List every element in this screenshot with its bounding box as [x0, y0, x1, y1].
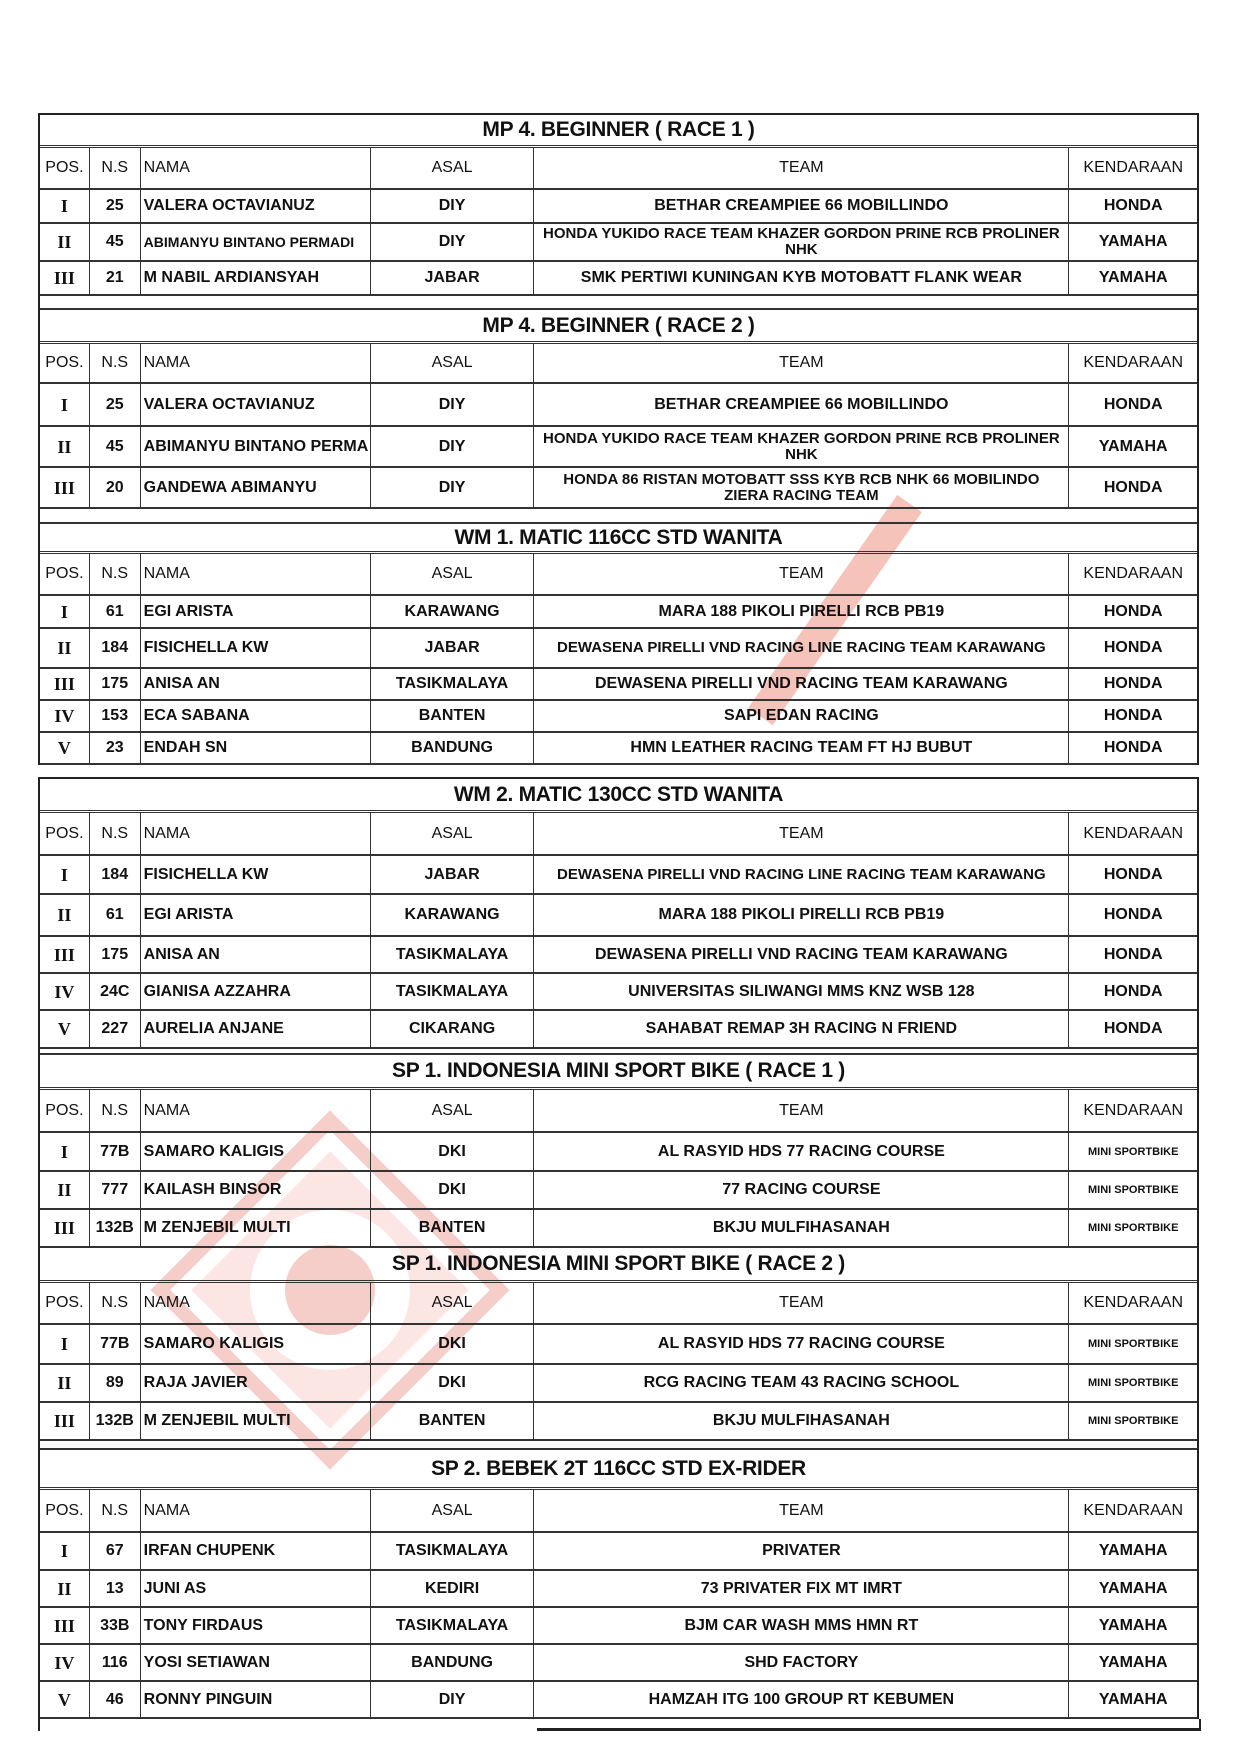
- cell-asal: DIY: [371, 427, 534, 466]
- results-sheet: [38, 113, 1199, 1731]
- cell-asal: BANDUNG: [371, 1645, 534, 1680]
- cell-pos: III: [40, 262, 90, 294]
- cell-ns: 77B: [90, 1325, 141, 1363]
- cell-kendaraan: MINI SPORTBIKE: [1087, 1377, 1179, 1389]
- cell-kendaraan: HONDA: [1103, 478, 1163, 496]
- cell-pos: III: [40, 1608, 90, 1643]
- cell-asal: TASIKMALAYA: [371, 974, 534, 1009]
- cell-kendaraan: HONDA: [1103, 395, 1163, 413]
- header-pos: POS.: [40, 554, 90, 594]
- cell-kendaraan: HONDA: [1103, 707, 1163, 724]
- header-ns: N.S: [90, 554, 141, 594]
- cell-asal: BANTEN: [371, 701, 534, 731]
- cell-pos: II: [40, 1365, 90, 1401]
- cell-kendaraan: YAMAHA: [1098, 1616, 1168, 1634]
- cell-kendaraan: YAMAHA: [1098, 233, 1168, 250]
- cell-pos: V: [40, 1682, 90, 1717]
- header-row: [40, 1283, 1197, 1325]
- cell-kendaraan: YAMAHA: [1098, 1690, 1168, 1708]
- header-kendaraan: KENDARAAN: [1083, 1294, 1183, 1311]
- cell-nama: SAMARO KALIGIS: [141, 1133, 371, 1170]
- cell-asal: DIY: [371, 384, 534, 425]
- cell-team: HMN LEATHER RACING TEAM FT HJ BUBUT: [534, 733, 1069, 763]
- cell-asal: JABAR: [371, 856, 534, 893]
- cell-pos: V: [40, 1011, 90, 1047]
- cell-pos: II: [40, 427, 90, 466]
- cell-team: DEWASENA PIRELLI VND RACING TEAM KARAWANG: [534, 937, 1069, 972]
- header-team: TEAM: [534, 148, 1069, 188]
- cell-kendaraan: MINI SPORTBIKE: [1087, 1184, 1179, 1196]
- cell-team: HONDA 86 RISTAN MOTOBATT SSS KYB RCB NHK 66 MOBILINDO ZIERA RACING TEAM: [534, 468, 1069, 507]
- table-row: [40, 596, 1197, 629]
- header-ns: N.S: [90, 813, 141, 854]
- cell-asal: CIKARANG: [371, 1011, 534, 1047]
- table-row: [40, 1571, 1197, 1608]
- section-spacer: [40, 296, 1197, 310]
- section-title: SP 1. INDONESIA MINI SPORT BIKE ( RACE 2 ): [40, 1248, 1197, 1283]
- results-table: [38, 777, 1199, 1719]
- cell-nama: M ZENJEBIL MULTI: [141, 1210, 371, 1246]
- cell-ns: 132B: [90, 1403, 141, 1439]
- section-title: WM 1. MATIC 116CC STD WANITA: [40, 524, 1197, 554]
- cell-ns: 61: [90, 596, 141, 627]
- header-pos: POS.: [40, 1490, 90, 1531]
- cell-pos: III: [40, 937, 90, 972]
- header-ns: N.S: [90, 1090, 141, 1131]
- cell-kendaraan: MINI SPORTBIKE: [1087, 1415, 1179, 1427]
- header-asal: ASAL: [371, 148, 534, 188]
- cell-kendaraan: YAMAHA: [1098, 1579, 1168, 1597]
- cell-pos: III: [40, 1210, 90, 1246]
- cell-team: BKJU MULFIHASANAH: [534, 1210, 1069, 1246]
- cell-team: MARA 188 PIKOLI PIRELLI RCB PB19: [534, 596, 1069, 627]
- cell-pos: III: [40, 669, 90, 699]
- table-row: [40, 856, 1197, 895]
- cell-pos: I: [40, 1533, 90, 1569]
- cell-team: SHD FACTORY: [534, 1645, 1069, 1680]
- section-gap: [38, 765, 1199, 777]
- cell-kendaraan: YAMAHA: [1098, 269, 1168, 286]
- header-ns: N.S: [90, 1283, 141, 1323]
- header-asal: ASAL: [371, 1090, 534, 1131]
- cell-pos: II: [40, 629, 90, 667]
- header-row: [40, 813, 1197, 856]
- cell-nama: ABIMANYU BINTANO PERMADI: [141, 224, 371, 260]
- header-team: TEAM: [534, 813, 1069, 854]
- cell-kendaraan: YAMAHA: [1098, 1542, 1168, 1559]
- cell-team: AL RASYID HDS 77 RACING COURSE: [534, 1133, 1069, 1170]
- header-kendaraan: KENDARAAN: [1083, 1501, 1183, 1519]
- cell-asal: TASIKMALAYA: [371, 1608, 534, 1643]
- cell-asal: DIY: [371, 1682, 534, 1717]
- table-row: [40, 1365, 1197, 1403]
- cell-asal: KARAWANG: [371, 596, 534, 627]
- table-row: [40, 1133, 1197, 1172]
- cell-pos: IV: [40, 701, 90, 731]
- cell-team: SAHABAT REMAP 3H RACING N FRIEND: [534, 1011, 1069, 1047]
- cell-team: UNIVERSITAS SILIWANGI MMS KNZ WSB 128: [534, 974, 1069, 1009]
- header-asal: ASAL: [371, 813, 534, 854]
- header-asal: ASAL: [371, 1490, 534, 1531]
- cell-nama: RONNY PINGUIN: [141, 1682, 371, 1717]
- cell-nama: AURELIA ANJANE: [141, 1011, 371, 1047]
- cell-ns: 89: [90, 1365, 141, 1401]
- table-row: [40, 974, 1197, 1011]
- table-row: [40, 1608, 1197, 1645]
- table-row: [40, 895, 1197, 937]
- cell-nama: YOSI SETIAWAN: [141, 1645, 371, 1680]
- header-ns: N.S: [90, 1490, 141, 1531]
- cell-team: SAPI EDAN RACING: [534, 701, 1069, 731]
- table-row: [40, 427, 1197, 468]
- cell-nama: FISICHELLA KW: [141, 856, 371, 893]
- cell-nama: TONY FIRDAUS: [141, 1608, 371, 1643]
- cell-team: BETHAR CREAMPIEE 66 MOBILLINDO: [534, 384, 1069, 425]
- table-row: [40, 629, 1197, 669]
- cell-ns: 175: [90, 669, 141, 699]
- cell-nama: FISICHELLA KW: [141, 629, 371, 667]
- cell-asal: KEDIRI: [371, 1571, 534, 1606]
- cell-kendaraan: HONDA: [1103, 906, 1163, 923]
- header-kendaraan: KENDARAAN: [1083, 565, 1183, 582]
- cell-ns: 175: [90, 937, 141, 972]
- header-nama: NAMA: [141, 148, 371, 188]
- header-pos: POS.: [40, 344, 90, 382]
- cell-asal: BANTEN: [371, 1210, 534, 1246]
- cell-asal: DIY: [371, 224, 534, 260]
- table-row: [40, 1533, 1197, 1571]
- cell-ns: 184: [90, 629, 141, 667]
- cell-kendaraan: HONDA: [1103, 602, 1163, 620]
- cell-pos: II: [40, 1172, 90, 1208]
- cell-ns: 24C: [90, 974, 141, 1009]
- tail-line: [537, 1728, 1201, 1731]
- cell-pos: I: [40, 1325, 90, 1363]
- header-kendaraan: KENDARAAN: [1083, 1101, 1183, 1119]
- cell-nama: VALERA OCTAVIANUZ: [141, 384, 371, 425]
- cell-team: HAMZAH ITG 100 GROUP RT KEBUMEN: [534, 1682, 1069, 1717]
- header-nama: NAMA: [141, 813, 371, 854]
- header-pos: POS.: [40, 1283, 90, 1323]
- cell-nama: M NABIL ARDIANSYAH: [141, 262, 371, 294]
- table-row: [40, 937, 1197, 974]
- cell-ns: 25: [90, 190, 141, 222]
- header-kendaraan: KENDARAAN: [1083, 354, 1183, 371]
- cell-asal: DKI: [371, 1325, 534, 1363]
- cell-asal: DKI: [371, 1365, 534, 1401]
- cell-kendaraan: HONDA: [1103, 982, 1163, 1000]
- cell-ns: 184: [90, 856, 141, 893]
- header-row: [40, 344, 1197, 384]
- cell-asal: TASIKMALAYA: [371, 669, 534, 699]
- header-asal: ASAL: [371, 1283, 534, 1323]
- cell-nama: GANDEWA ABIMANYU: [141, 468, 371, 507]
- cell-team: BKJU MULFIHASANAH: [534, 1403, 1069, 1439]
- cell-team: RCG RACING TEAM 43 RACING SCHOOL: [534, 1365, 1069, 1401]
- cell-ns: 21: [90, 262, 141, 294]
- cell-kendaraan: MINI SPORTBIKE: [1087, 1338, 1179, 1350]
- cell-team: BETHAR CREAMPIEE 66 MOBILLINDO: [534, 190, 1069, 222]
- table-row: [40, 224, 1197, 262]
- cell-pos: II: [40, 1571, 90, 1606]
- results-table: [38, 113, 1199, 765]
- cell-ns: 132B: [90, 1210, 141, 1246]
- cell-ns: 33B: [90, 1608, 141, 1643]
- table-row: [40, 669, 1197, 701]
- cell-nama: GIANISA AZZAHRA: [141, 974, 371, 1009]
- header-nama: NAMA: [141, 1090, 371, 1131]
- cell-ns: 45: [90, 427, 141, 466]
- cell-team: AL RASYID HDS 77 RACING COURSE: [534, 1325, 1069, 1363]
- section-title: SP 2. BEBEK 2T 116CC STD EX-RIDER: [40, 1450, 1197, 1490]
- header-nama: NAMA: [141, 1490, 371, 1531]
- cell-asal: BANDUNG: [371, 733, 534, 763]
- cell-team: SMK PERTIWI KUNINGAN KYB MOTOBATT FLANK WEAR: [534, 262, 1069, 294]
- cell-team: PRIVATER: [534, 1533, 1069, 1569]
- cell-asal: DKI: [371, 1133, 534, 1170]
- header-team: TEAM: [534, 344, 1069, 382]
- cell-nama: ECA SABANA: [141, 701, 371, 731]
- cell-ns: 116: [90, 1645, 141, 1680]
- table-row: [40, 190, 1197, 224]
- tail-edge: [1199, 1719, 1201, 1731]
- cell-asal: JABAR: [371, 629, 534, 667]
- section-title: SP 1. INDONESIA MINI SPORT BIKE ( RACE 1 ): [40, 1055, 1197, 1090]
- header-row: [40, 554, 1197, 596]
- section-title: MP 4. BEGINNER ( RACE 2 ): [40, 310, 1197, 344]
- header-nama: NAMA: [141, 344, 371, 382]
- header-team: TEAM: [534, 1090, 1069, 1131]
- cell-asal: DIY: [371, 190, 534, 222]
- cell-team: HONDA YUKIDO RACE TEAM KHAZER GORDON PRINE RCB PROLINER NHK: [534, 224, 1069, 260]
- header-team: TEAM: [534, 1283, 1069, 1323]
- cell-kendaraan: HONDA: [1103, 865, 1163, 883]
- table-row: [40, 384, 1197, 427]
- header-kendaraan: KENDARAAN: [1083, 824, 1183, 842]
- cell-nama: M ZENJEBIL MULTI: [141, 1403, 371, 1439]
- header-row: [40, 1090, 1197, 1133]
- cell-nama: RAJA JAVIER: [141, 1365, 371, 1401]
- section-spacer: [40, 1441, 1197, 1450]
- cell-kendaraan: HONDA: [1103, 675, 1163, 692]
- cell-nama: IRFAN CHUPENK: [141, 1533, 371, 1569]
- cell-asal: DKI: [371, 1172, 534, 1208]
- table-row: [40, 1172, 1197, 1210]
- cell-ns: 777: [90, 1172, 141, 1208]
- cell-pos: III: [40, 1403, 90, 1439]
- cell-pos: IV: [40, 1645, 90, 1680]
- header-row: [40, 148, 1197, 190]
- cell-ns: 227: [90, 1011, 141, 1047]
- cell-asal: TASIKMALAYA: [371, 1533, 534, 1569]
- table-row: [40, 701, 1197, 733]
- cell-team: DEWASENA PIRELLI VND RACING LINE RACING TEAM KARAWANG: [534, 629, 1069, 667]
- cell-ns: 61: [90, 895, 141, 935]
- cell-team: MARA 188 PIKOLI PIRELLI RCB PB19: [534, 895, 1069, 935]
- header-nama: NAMA: [141, 1283, 371, 1323]
- cell-nama: EGI ARISTA: [141, 596, 371, 627]
- header-pos: POS.: [40, 813, 90, 854]
- cell-asal: BANTEN: [371, 1403, 534, 1439]
- cell-pos: I: [40, 856, 90, 893]
- cell-nama: JUNI AS: [141, 1571, 371, 1606]
- table-tail: [38, 1719, 1199, 1731]
- header-ns: N.S: [90, 148, 141, 188]
- cell-pos: I: [40, 1133, 90, 1170]
- table-row: [40, 262, 1197, 296]
- cell-ns: 77B: [90, 1133, 141, 1170]
- cell-team: DEWASENA PIRELLI VND RACING LINE RACING TEAM KARAWANG: [534, 856, 1069, 893]
- cell-asal: JABAR: [371, 262, 534, 294]
- table-row: [40, 1645, 1197, 1682]
- cell-kendaraan: YAMAHA: [1098, 437, 1168, 455]
- cell-kendaraan: YAMAHA: [1098, 1653, 1168, 1671]
- header-nama: NAMA: [141, 554, 371, 594]
- cell-team: BJM CAR WASH MMS HMN RT: [534, 1608, 1069, 1643]
- section-spacer: [40, 509, 1197, 524]
- table-row: [40, 1011, 1197, 1049]
- cell-ns: 13: [90, 1571, 141, 1606]
- table-row: [40, 468, 1197, 509]
- cell-nama: VALERA OCTAVIANUZ: [141, 190, 371, 222]
- cell-ns: 20: [90, 468, 141, 507]
- header-asal: ASAL: [371, 554, 534, 594]
- table-row: [40, 1682, 1197, 1719]
- cell-ns: 46: [90, 1682, 141, 1717]
- header-ns: N.S: [90, 344, 141, 382]
- cell-pos: I: [40, 384, 90, 425]
- cell-pos: I: [40, 596, 90, 627]
- cell-team: 73 PRIVATER FIX MT IMRT: [534, 1571, 1069, 1606]
- cell-ns: 67: [90, 1533, 141, 1569]
- cell-kendaraan: HONDA: [1103, 639, 1163, 656]
- cell-kendaraan: HONDA: [1103, 1020, 1163, 1037]
- cell-kendaraan: HONDA: [1103, 739, 1163, 756]
- cell-nama: EGI ARISTA: [141, 895, 371, 935]
- cell-nama: SAMARO KALIGIS: [141, 1325, 371, 1363]
- cell-kendaraan: MINI SPORTBIKE: [1087, 1222, 1179, 1234]
- cell-asal: DIY: [371, 468, 534, 507]
- cell-nama: ABIMANYU BINTANO PERMA: [141, 427, 371, 466]
- cell-ns: 45: [90, 224, 141, 260]
- cell-nama: ENDAH SN: [141, 733, 371, 763]
- header-team: TEAM: [534, 554, 1069, 594]
- cell-pos: IV: [40, 974, 90, 1009]
- cell-ns: 23: [90, 733, 141, 763]
- cell-pos: V: [40, 733, 90, 763]
- cell-kendaraan: MINI SPORTBIKE: [1087, 1145, 1179, 1158]
- cell-kendaraan: HONDA: [1103, 197, 1163, 214]
- cell-pos: II: [40, 895, 90, 935]
- cell-ns: 153: [90, 701, 141, 731]
- header-pos: POS.: [40, 1090, 90, 1131]
- cell-pos: I: [40, 190, 90, 222]
- section-title: MP 4. BEGINNER ( RACE 1 ): [40, 115, 1197, 148]
- table-row: [40, 733, 1197, 765]
- header-asal: ASAL: [371, 344, 534, 382]
- table-row: [40, 1325, 1197, 1365]
- cell-pos: III: [40, 468, 90, 507]
- cell-nama: ANISA AN: [141, 669, 371, 699]
- cell-asal: KARAWANG: [371, 895, 534, 935]
- cell-ns: 25: [90, 384, 141, 425]
- header-team: TEAM: [534, 1490, 1069, 1531]
- header-pos: POS.: [40, 148, 90, 188]
- cell-team: HONDA YUKIDO RACE TEAM KHAZER GORDON PRINE RCB PROLINER NHK: [534, 427, 1069, 466]
- cell-nama: ANISA AN: [141, 937, 371, 972]
- section-title: WM 2. MATIC 130CC STD WANITA: [40, 779, 1197, 813]
- cell-team: 77 RACING COURSE: [534, 1172, 1069, 1208]
- table-row: [40, 1403, 1197, 1441]
- header-row: [40, 1490, 1197, 1533]
- cell-asal: TASIKMALAYA: [371, 937, 534, 972]
- table-row: [40, 1210, 1197, 1248]
- cell-team: DEWASENA PIRELLI VND RACING TEAM KARAWANG: [534, 669, 1069, 699]
- cell-nama: KAILASH BINSOR: [141, 1172, 371, 1208]
- cell-pos: II: [40, 224, 90, 260]
- cell-kendaraan: HONDA: [1103, 945, 1163, 963]
- header-kendaraan: KENDARAAN: [1083, 159, 1183, 176]
